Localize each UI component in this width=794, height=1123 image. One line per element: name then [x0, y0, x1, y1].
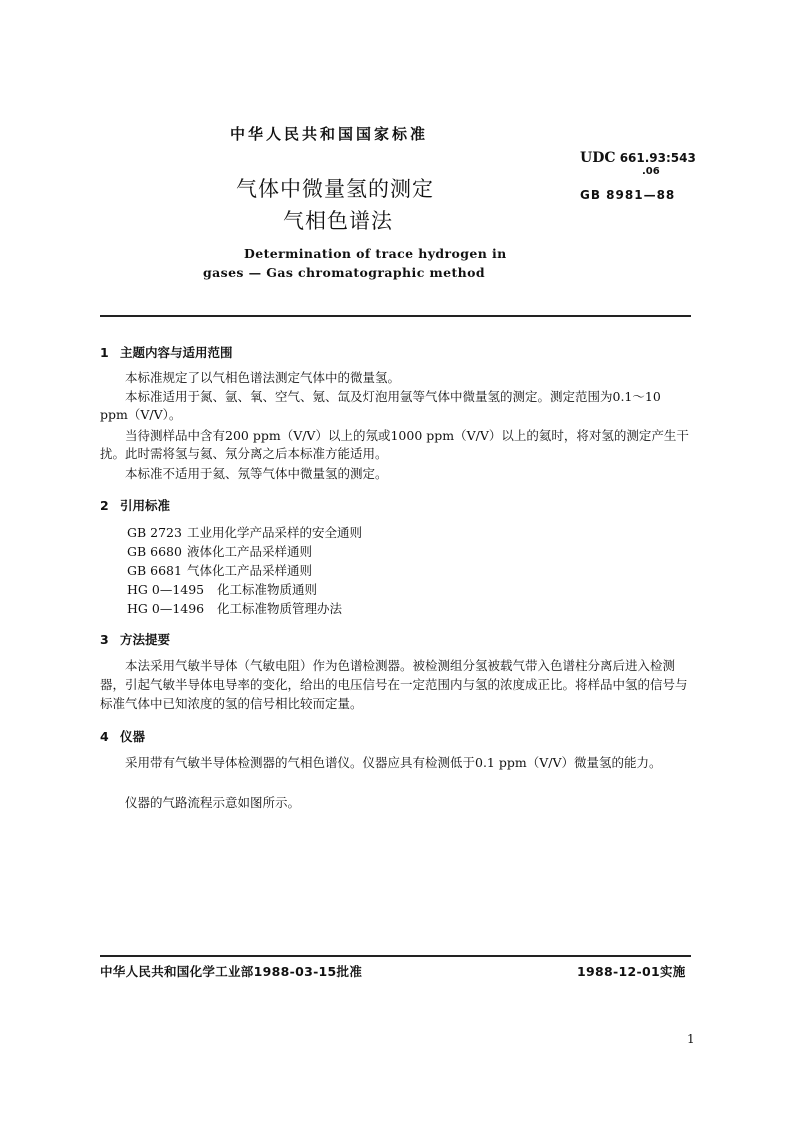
- reference-item: GB 2723 工业用化学产品采样的安全通则: [127, 525, 363, 540]
- udc-label: UDC: [580, 150, 616, 166]
- reference-item: GB 6680 液体化工产品采样通则: [127, 544, 313, 559]
- section-2-heading: 2 引用标准: [100, 498, 171, 513]
- effective-date: 1988-12-01实施: [577, 964, 686, 979]
- section-3-heading: 3 方法提要: [100, 632, 171, 647]
- title-en-line2: gases — Gas chromatographic method: [203, 265, 485, 280]
- page-number: 1: [687, 1032, 695, 1046]
- section-3-p1: 本法采用气敏半导体（气敏电阻）作为色谱检测器。被检测组分氢被载气带入色谱柱分离后进入检测器，引起气敏半导体电导率的变化，给出的电压信号在一定范围内与氢的浓度成正比。将样品中氢的信号与标准气体中已知浓度的氢的信号相比较而定量。: [100, 658, 688, 711]
- section-1-p4: 本标准不适用于氦、氖等气体中微量氢的测定。: [125, 466, 388, 481]
- title-cn-line1: 气体中微量氢的测定: [236, 177, 434, 201]
- section-4-heading: 4 仪器: [100, 729, 146, 744]
- udc-code-cont: .06: [642, 166, 660, 177]
- section-1-heading: 1 主题内容与适用范围: [100, 345, 233, 360]
- standard-label: 中华人民共和国国家标准: [230, 125, 429, 143]
- top-divider: [100, 315, 691, 317]
- gb-number: GB 8981—88: [580, 188, 676, 202]
- udc-code-value: 661.93:543: [619, 151, 696, 165]
- approval-line: 中华人民共和国化学工业部1988-03-15批准: [100, 964, 363, 979]
- title-cn-line2: 气相色谱法: [283, 209, 393, 233]
- section-1-p2: 本标准适用于氮、氩、氧、空气、氪、氙及灯泡用氩等气体中微量氢的测定。测定范围为0.1～10 ppm（V/V）。: [100, 389, 661, 422]
- reference-item: HG 0—1495 化工标准物质通则: [127, 582, 318, 597]
- title-en-line1: Determination of trace hydrogen in: [244, 246, 507, 261]
- section-1-p1: 本标准规定了以气相色谱法测定气体中的微量氢。: [125, 370, 401, 385]
- reference-item: HG 0—1496 化工标准物质管理办法: [127, 601, 343, 616]
- section-1-p3: 当待测样品中含有200 ppm（V/V）以上的氖或1000 ppm（V/V）以上的氦时，将对氢的测定产生干扰。此时需将氢与氦、氖分离之后本标准方能适用。: [100, 428, 689, 461]
- bottom-divider: [100, 955, 691, 957]
- udc-code: [580, 152, 696, 165]
- section-4-p2: 仪器的气路流程示意如图所示。: [125, 795, 301, 810]
- section-4-p1: 采用带有气敏半导体检测器的气相色谱仪。仪器应具有检测低于0.1 ppm（V/V）微量氢的能力。: [125, 755, 662, 770]
- reference-item: GB 6681 气体化工产品采样通则: [127, 563, 313, 578]
